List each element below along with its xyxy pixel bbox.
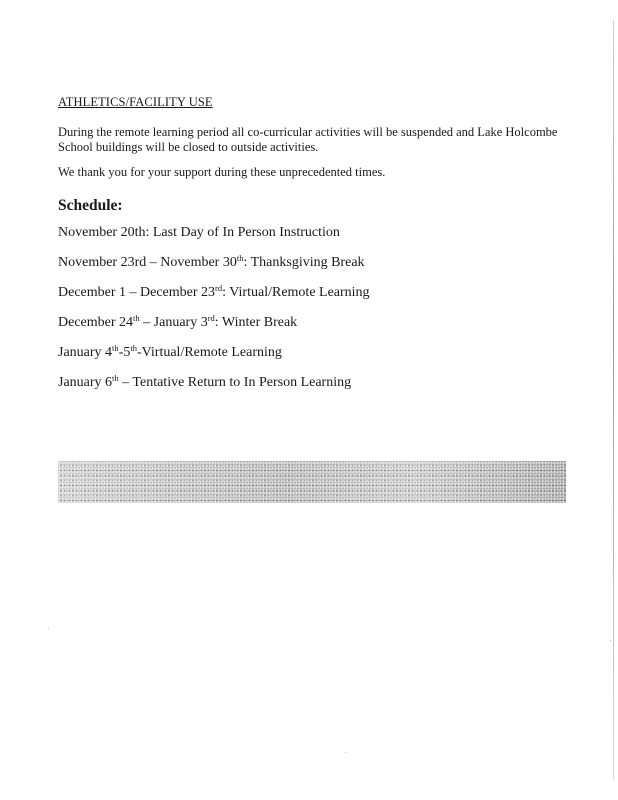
scan-speck [48,628,49,629]
scan-edge-line [613,20,614,780]
schedule-item: December 1 – December 23rd: Virtual/Remote Learning [58,283,370,300]
scan-speck [610,640,611,641]
schedule-item: January 6th – Tentative Return to In Person Learning [58,373,352,390]
schedule-item: December 24th – January 3rd: Winter Break [58,313,298,330]
schedule-item: November 20th: Last Day of In Person Instruction [58,225,340,240]
schedule-item: January 4th-5th-Virtual/Remote Learning [58,343,282,360]
scanned-noise-band [58,461,566,503]
scan-speck [345,752,346,753]
athletics-facility-heading: ATHLETICS/FACILITY USE [58,95,213,109]
schedule-heading: Schedule: [58,197,123,214]
schedule-item: November 23rd – November 30th: Thanksgiving Break [58,253,365,270]
remote-learning-paragraph: During the remote learning period all co-curricular activities will be suspended and Lake Holcombe School buildings will be closed to outside activities. [58,125,558,154]
thank-you-paragraph: We thank you for your support during these unprecedented times. [58,165,386,179]
